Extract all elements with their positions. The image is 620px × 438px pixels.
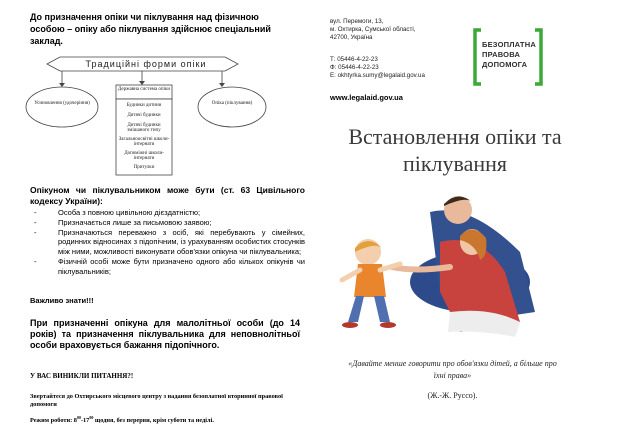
hours-prefix: Режим роботи: 8 (30, 417, 77, 425)
address-line: м. Охтирка, Сумської області, (330, 26, 416, 34)
list-item: - Призначається лише за письмовою заявою; (30, 218, 305, 228)
address-line: 42700, Україна (330, 34, 373, 42)
hours-sup-start: 00 (76, 415, 81, 420)
quote-text: «Давайте менше говорити про обов'язки дітей, а більше про їхні права» (348, 359, 557, 380)
logo-line: БЕЗОПЛАТНА (482, 40, 536, 49)
list-item: - Фізичній особі може бути призначено одного або кількох опікунів чи піклувальників; (30, 257, 305, 277)
contacts-block (330, 56, 480, 81)
page-title: Встановлення опіки та піклування (348, 124, 562, 176)
website-link[interactable]: www.legalaid.gov.ua (330, 93, 403, 102)
address-line: вул. Перемоги, 13, (330, 18, 384, 25)
hours-sup-end: 00 (89, 415, 94, 420)
fax-number: Ф: 05446-4-22-23 (330, 64, 379, 72)
important-note: Важливо знати!!! (30, 296, 94, 305)
guardian-heading: Опікуном чи піклувальником може бути (ст. 63 Цивільного кодексу України): (30, 185, 305, 206)
diagram-item: Загальноосвітні школи-інтернати (118, 137, 170, 147)
hours-end: -17 (80, 417, 90, 425)
minor-guardian-paragraph: При призначенні опікуна для малолітньої особи (до 14 років) та призначення піклувальника для неповнолітньої особи враховується бажання підопічного. (30, 318, 300, 350)
contact-paragraph: Звертайтеся до Охтирського місцевого центру з надання безоплатної вторинної правової допомоги (30, 393, 283, 408)
hours-suffix: щодня, без перерви, крім суботи та неділі. (93, 417, 214, 425)
guardianship-forms-diagram (20, 55, 305, 185)
list-item: - Призначаються переважно з осіб, які перебувають у сімейних, родинних відносинах з підопічним, із урахуванням особистих стосунків між ними, можливості виконувати обов'язки опікуна чи піклувальника; (30, 228, 305, 257)
quote-author: (Ж.-Ж. Руссо). (427, 391, 478, 400)
diagram-node-adoption: Усиновлення (удочеріння) (34, 101, 90, 106)
guardian-requirements-list (30, 208, 305, 277)
logo-line: ДОПОМОГА (482, 60, 528, 69)
list-item: - Особа з повною цивільною дієздатністю; (30, 208, 305, 218)
logo-line: ПРАВОВА (482, 50, 521, 59)
diagram-node-custody: Опіка (піклування) (211, 101, 253, 106)
working-hours (30, 415, 305, 424)
logo-text (482, 40, 542, 70)
email-address: Е: okhtyrka.sumy@legalaid.gov.ua (330, 72, 425, 80)
intro-paragraph: До призначення опіки чи піклування над фізичною особою – опіку або піклування здійснює спеціальний заклад. (30, 12, 271, 46)
questions-heading: У ВАС ВИНИКЛИ ПИТАННЯ?! (30, 372, 134, 380)
diagram-item: Допоміжні школи-інтернати (124, 151, 164, 161)
diagram-title: Традиційні форми опіки (85, 59, 207, 69)
diagram-item: Притулки (133, 165, 155, 170)
diagram-node-state-system: Державна система опіки (117, 87, 171, 92)
diagram-item: Дитячі будинки (127, 113, 161, 118)
diagram-item: Будинки дитини (126, 103, 162, 108)
phone-number: Т: 05446-4-22-23 (330, 56, 378, 63)
address-block (330, 18, 475, 43)
diagram-item: Дитячі будинки змішаного типу (127, 123, 161, 133)
family-illustration (320, 172, 570, 352)
